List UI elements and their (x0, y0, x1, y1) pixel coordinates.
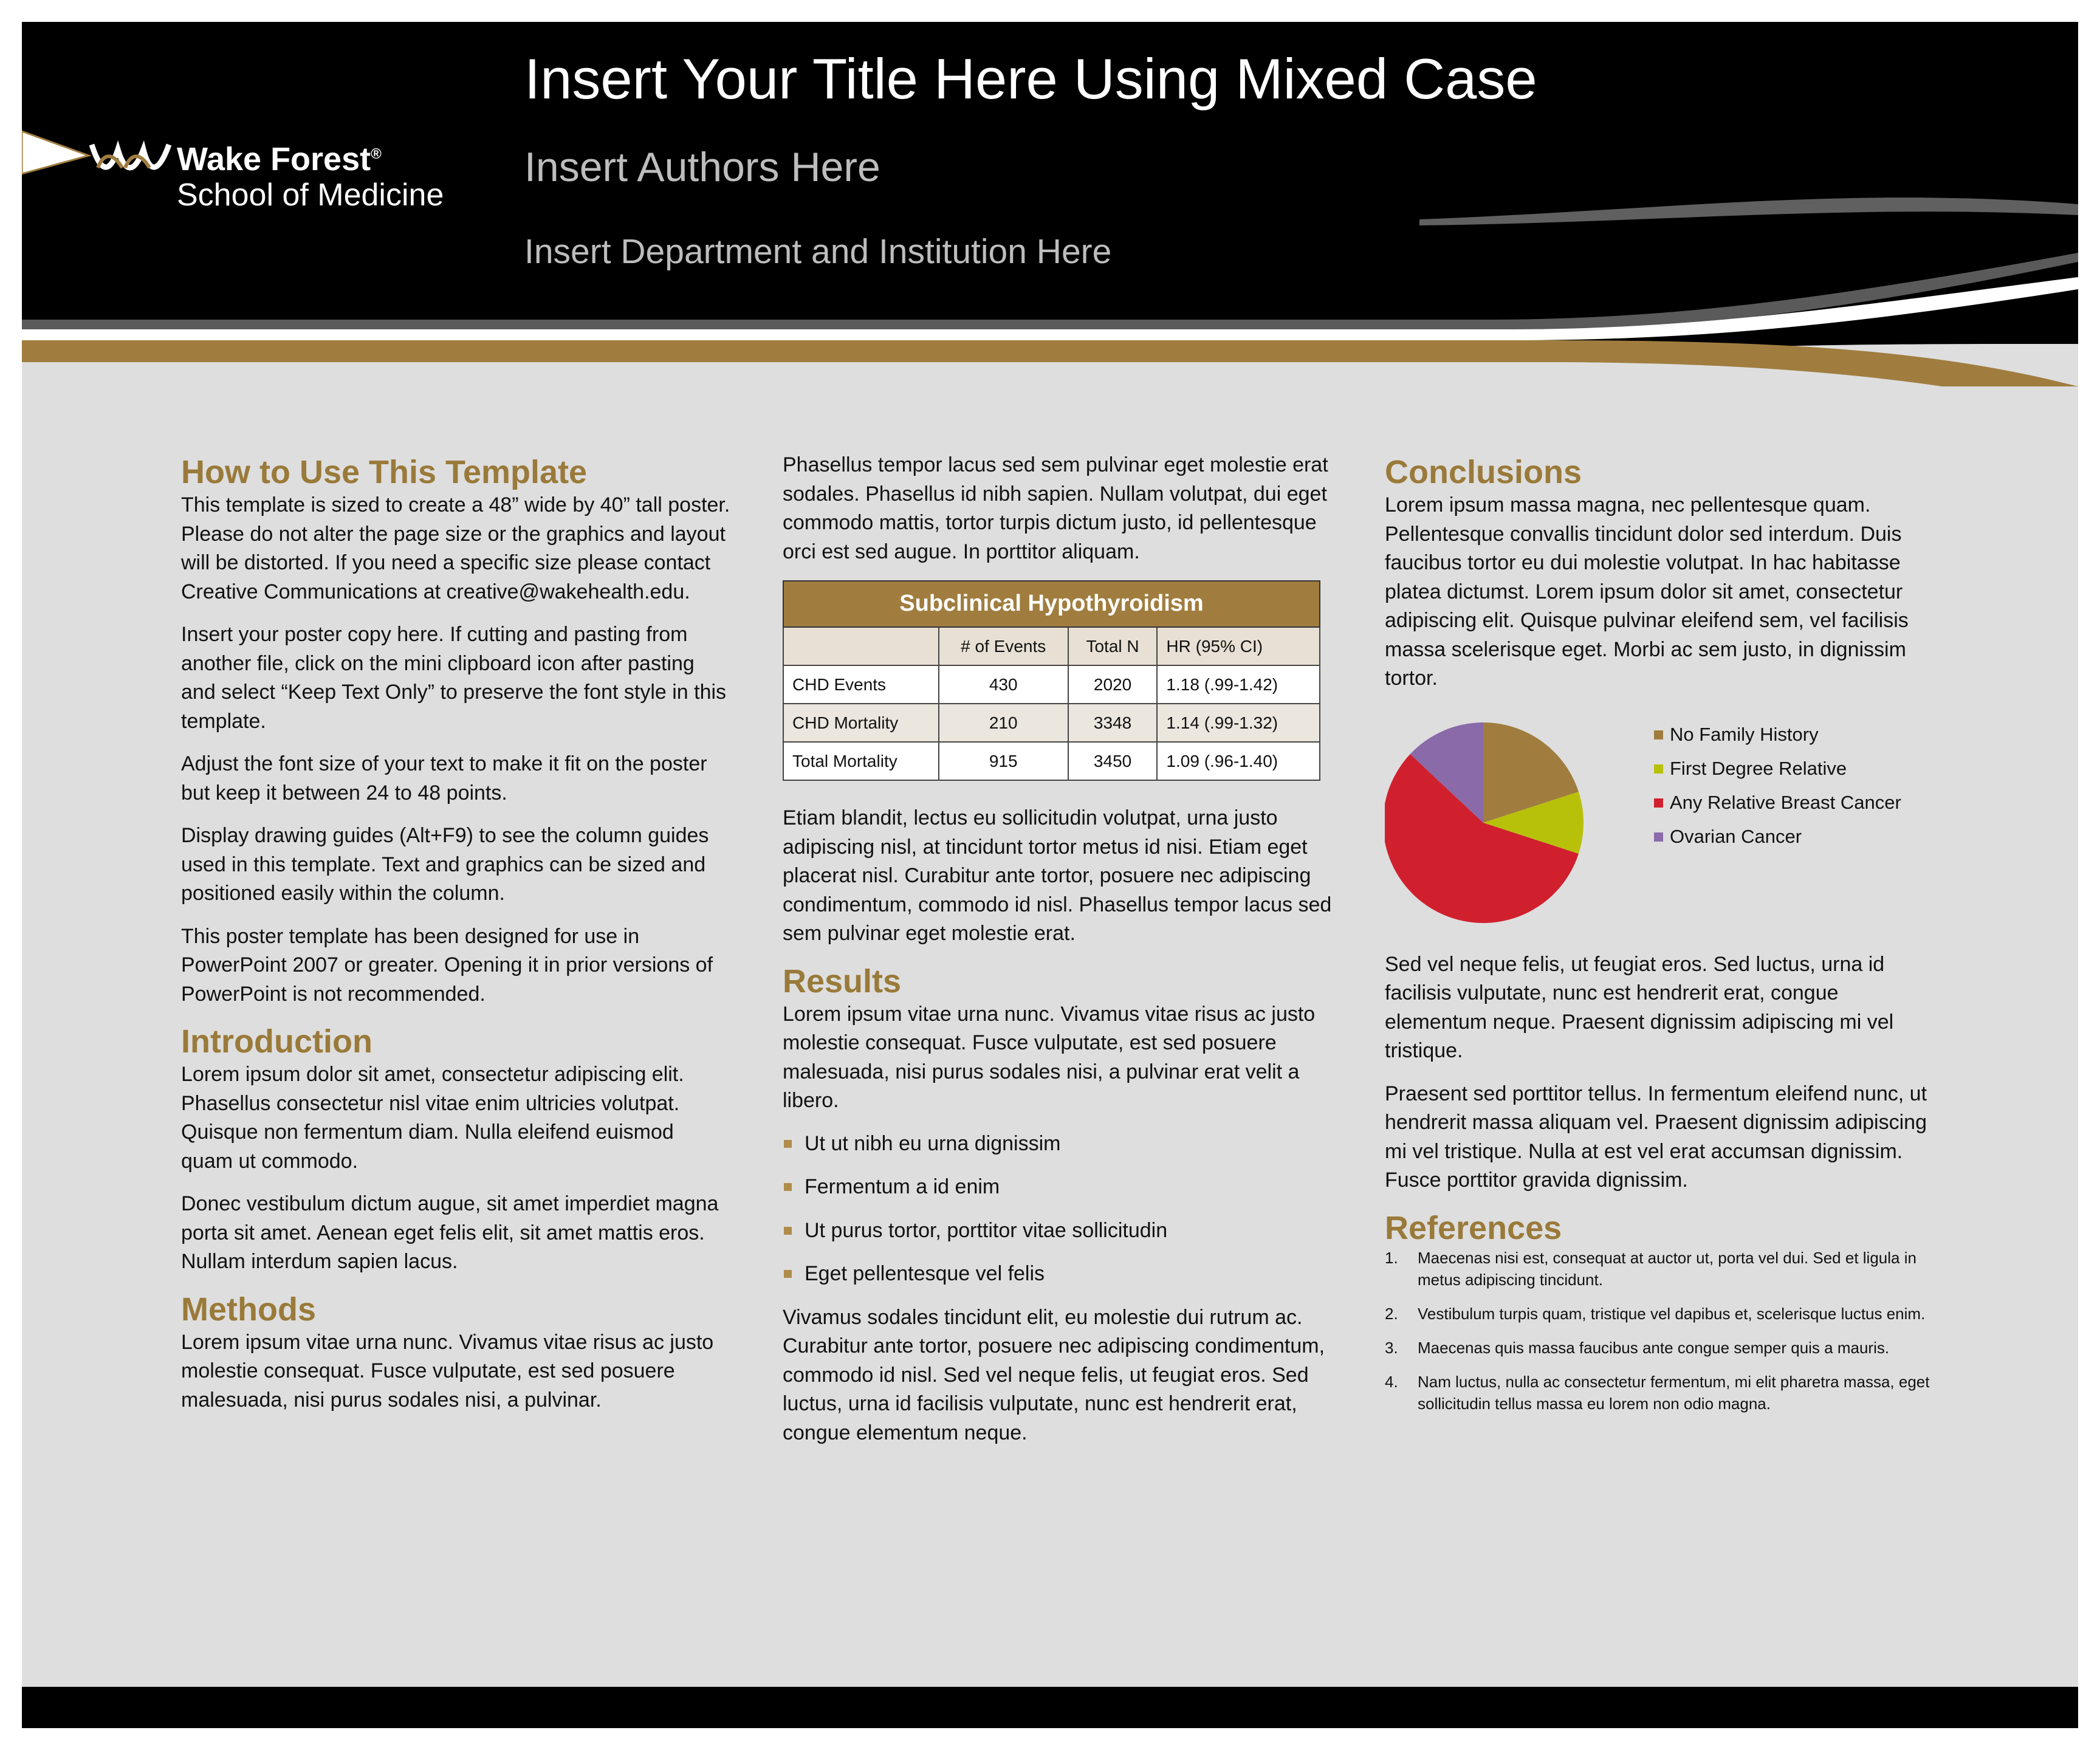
paragraph: Donec vestibulum dictum augue, sit amet imperdiet magna porta sit amet. Aenean eget felis elit, sit amet mattis eros. Nullam interdum sapien lacus. (181, 1192, 719, 1273)
legend-item (1654, 825, 1901, 859)
table-row (783, 742, 1320, 780)
paragraph: Lorem ipsum dolor sit amet, consectetur adipiscing elit. Phasellus consectetur nisl vitae enim ultricies volutpat. Quisque non fermentum diam. Nulla eleifend euismod quam ut commodo. (181, 1063, 684, 1173)
reference-item: 4. Nam luctus, nulla ac consectetur fermentum, mi elit pharetra massa, eget sollicitudin tellus massa eu lorem non odio magna. (1385, 1372, 1930, 1413)
legend-label: Ovarian Cancer (1670, 825, 1802, 847)
column-left (181, 453, 731, 1429)
table-cell: Total Mortality (783, 742, 939, 780)
table-row (783, 665, 1320, 704)
list-item: Ut ut nibh eu urna dignissim (783, 1130, 1333, 1159)
heading-conclusions: Conclusions (1385, 454, 1582, 490)
heading-introduction: Introduction (181, 1023, 372, 1060)
column-right (1385, 453, 1935, 1427)
poster-authors: Insert Authors Here (524, 144, 880, 190)
list-item: Eget pellentesque vel felis (783, 1260, 1333, 1289)
paragraph: Adjust the font size of your text to make it fit on the poster but keep it between 24 to 48 points. (181, 752, 707, 805)
logo-school: School of Medicine (177, 177, 444, 213)
table-cell: 915 (939, 742, 1068, 780)
paragraph: Lorem ipsum massa magna, nec pellentesque quam. Pellentesque convallis tincidunt dolor sed interdum. Duis faucibus tortor eu dui molestie volutpat. In hac habitasse platea dictumst. Lorem ipsum dolor sit amet, consectetur adipiscing elit. Quisque pulvinar eleifend sem, vel facilisis massa scelerisque eget. Morbi ac sem justo, in dignissim tortor. (1385, 493, 1909, 690)
paragraph: This template is sized to create a 48” wide by 40” tall poster. Please do not alter the page size or the graphics and layout will be distorted. If you need a specific size please contact Creative Communications at creative@wakehealth.edu. (181, 493, 730, 603)
logo-name: Wake Forest® (177, 141, 382, 177)
footer-bar (22, 1687, 2078, 1728)
paragraph: Display drawing guides (Alt+F9) to see the column guides used in this template. Text and graphics can be sized and positioned easily within the column. (181, 824, 709, 905)
paragraph: Lorem ipsum vitae urna nunc. Vivamus vitae risus ac justo molestie consequat. Fusce vulputate, est sed posuere malesuada, nisi purus sodales nisi, a pulvinar erat velit a libero. (783, 1002, 1316, 1112)
legend-label: First Degree Relative (1670, 757, 1847, 779)
heading-methods: Methods (181, 1291, 316, 1328)
paragraph: Etiam blandit, lectus eu sollicitudin volutpat, urna justo adipiscing nisl, at tincidunt tortor metus id nisi. Etiam eget placerat nisl. Curabitur ante tortor, posuere nec adipiscing condimentum, commodo id nisl. Phasellus tempor lacus sed sem pulvinar eget molestie erat. (783, 806, 1332, 945)
table-row (783, 704, 1320, 742)
table-header-cell: Total N (1068, 627, 1158, 665)
wake-forest-logo-icon (89, 137, 174, 180)
legend-swatch (1654, 832, 1663, 842)
reference-item: 3. Maecenas quis massa faucibus ante congue semper quis a mauris. (1385, 1338, 1890, 1357)
table-cell: 1.09 (.96-1.40) (1157, 742, 1320, 780)
poster (22, 22, 2078, 1728)
legend-swatch (1654, 798, 1663, 808)
poster-department: Insert Department and Institution Here (524, 232, 1112, 271)
table-caption: Subclinical Hypothyroidism (783, 581, 1320, 627)
chart-legend (1654, 722, 1901, 859)
paragraph: Insert your poster copy here. If cutting and pasting from another file, click on the mini clipboard icon after pasting and select “Keep Text Only” to preserve the font style in this template. (181, 623, 727, 733)
table-header-cell (783, 627, 939, 665)
table-cell: 1.18 (.99-1.42) (1157, 665, 1320, 704)
reference-item: 1. Maecenas nisi est, consequat at auctor ut, porta vel dui. Sed et ligula in metus adipiscing tincidunt. (1385, 1248, 1916, 1289)
legend-label: No Family History (1670, 723, 1819, 745)
table-cell: 3450 (1068, 742, 1158, 780)
legend-label: Any Relative Breast Cancer (1670, 791, 1901, 813)
table-header-cell: HR (95% CI) (1157, 627, 1320, 665)
table-cell: CHD Mortality (783, 704, 939, 742)
table-header-row (783, 627, 1320, 665)
header-banner (22, 22, 2078, 386)
table-cell: 210 (939, 704, 1068, 742)
table-cell: 2020 (1068, 665, 1158, 704)
pie-chart-svg (1385, 707, 1604, 938)
list-item: Fermentum a id enim (783, 1173, 1333, 1202)
table-cell: 3348 (1068, 704, 1158, 742)
table-cell: CHD Events (783, 665, 939, 704)
heading-references: References (1385, 1209, 1562, 1246)
table-cell: 1.14 (.99-1.32) (1157, 704, 1320, 742)
paragraph: Lorem ipsum vitae urna nunc. Vivamus vitae risus ac justo molestie consequat. Fusce vulputate, est sed posuere malesuada, nisi purus sodales nisi, a pulvinar. (181, 1330, 714, 1412)
reference-item: 2. Vestibulum turpis quam, tristique vel dapibus et, scelerisque luctus enim. (1385, 1304, 1926, 1323)
paragraph: Praesent sed porttitor tellus. In fermentum eleifend nunc, ut hendrerit massa aliquam vel. Praesent dignissim adipiscing mi vel tristique. Nulla at est vel erat accumsan dignissim. Fusce porttitor gravida dignissim. (1385, 1082, 1927, 1192)
paragraph: Sed vel neque felis, ut feugiat eros. Sed luctus, urna id facilisis vulputate, nunc est hendrerit erat, congue elementum neque. Praesent dignissim adipiscing mi vel tristique. (1385, 952, 1894, 1062)
table-cell: 430 (939, 665, 1068, 704)
legend-swatch (1654, 730, 1663, 739)
legend-item (1654, 791, 1901, 825)
legend-item (1654, 722, 1901, 757)
paragraph: Phasellus tempor lacus sed sem pulvinar eget molestie erat sodales. Phasellus id nibh sapien. Nullam volutpat, dui eget commodo mattis, tortor turpis dictum justo, id pellentesque orci est sed augue. In porttitor aliquam. (783, 453, 1328, 563)
heading-how-to: How to Use This Template (181, 454, 588, 490)
results-bullet-list (783, 1130, 1333, 1289)
column-middle (783, 451, 1333, 1461)
pie-chart (1385, 707, 1935, 938)
paragraph: Vivamus sodales tincidunt elit, eu molestie dui rutrum ac. Curabitur ante tortor, posuere nec adipiscing condimentum, commodo id nisl. Sed vel neque felis, ut feugiat eros. Sed luctus, urna id facilisis vulputate, nunc est hendrerit erat, congue elementum neque. (783, 1305, 1325, 1444)
heading-results: Results (783, 962, 902, 1000)
logo (89, 125, 484, 222)
paragraph: This poster template has been designed for use in PowerPoint 2007 or greater. Opening it in prior versions of PowerPoint is not recommended. (181, 924, 713, 1006)
legend-item (1654, 757, 1901, 791)
references-list (1385, 1247, 1935, 1415)
table-header-cell: # of Events (939, 627, 1068, 665)
poster-title: Insert Your Title Here Using Mixed Case (524, 47, 1537, 111)
list-item: Ut purus tortor, porttitor vitae sollicitudin (783, 1216, 1333, 1246)
results-table (783, 580, 1320, 781)
legend-swatch (1654, 764, 1663, 774)
